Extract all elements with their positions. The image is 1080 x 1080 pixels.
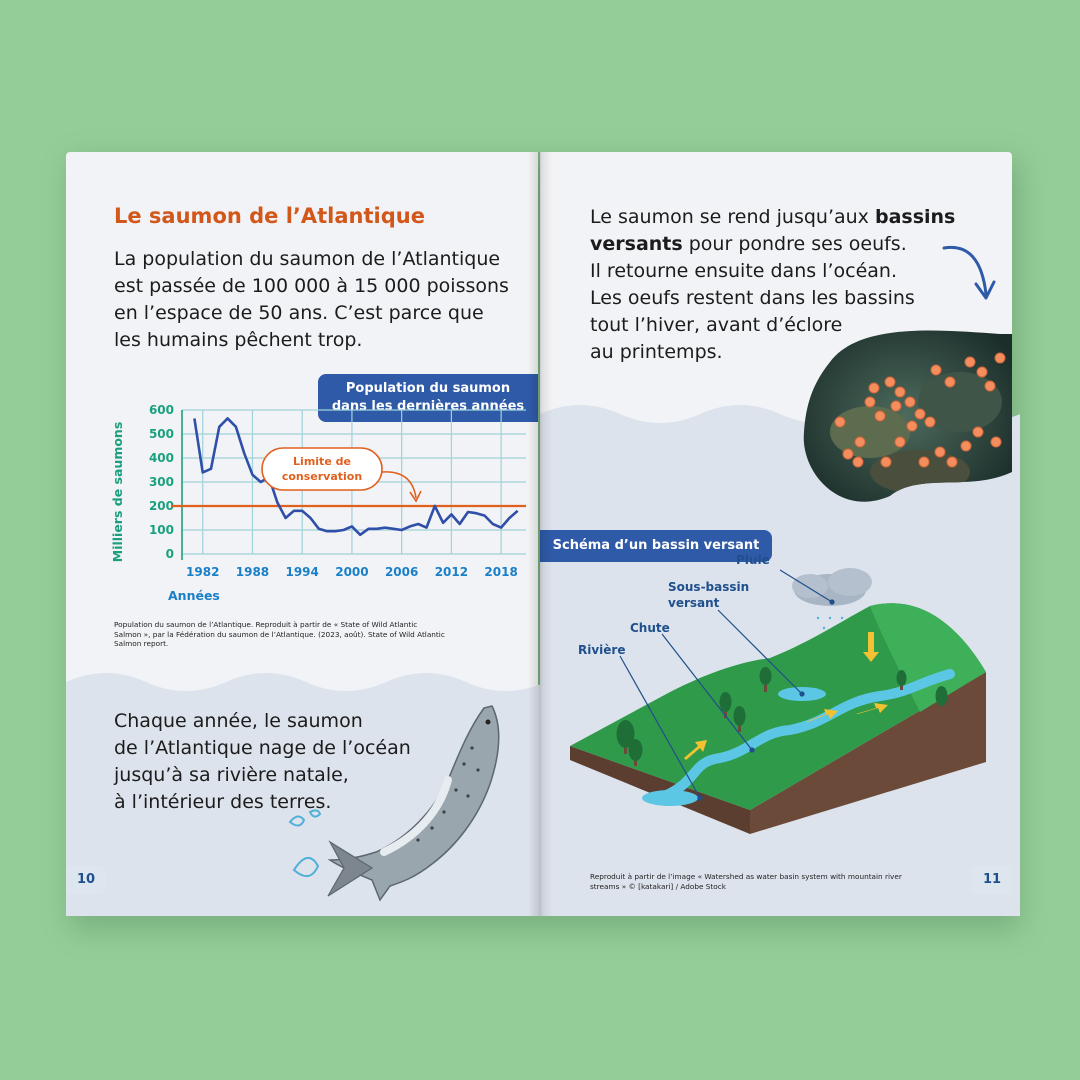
rain-label: Pluie xyxy=(736,553,770,567)
open-booklet xyxy=(66,152,1012,918)
x-tick-label: 2006 xyxy=(384,565,419,579)
migration-line: de l’Atlantique nage de l’océan xyxy=(114,737,411,759)
population-line-chart xyxy=(96,398,536,608)
sub-basin-label-line: versant xyxy=(668,596,720,610)
river-label: Rivière xyxy=(578,643,626,657)
salmon-eye xyxy=(486,720,491,725)
threshold-annotation xyxy=(262,448,421,501)
river-mouth xyxy=(642,790,698,806)
watershed-line: Le saumon se rend jusqu’aux bassins xyxy=(590,206,956,228)
threshold-label-line: Limite de xyxy=(293,455,351,468)
caption-line: Salmon », par la Fédération du saumon de l’Atlantique. (2023, août). State of Wild Atlantic xyxy=(114,629,445,639)
book-spine-shadow xyxy=(528,152,552,916)
watershed-line: au printemps. xyxy=(590,341,723,363)
intro-line: La population du saumon de l’Atlantique xyxy=(114,248,501,270)
chart-source-caption xyxy=(114,620,445,649)
salmon-illustration xyxy=(272,700,502,910)
intro-line: les humains pêchent trop. xyxy=(114,329,363,351)
x-tick-label: 2000 xyxy=(335,565,369,579)
caption-line: Population du saumon de l’Atlantique. Reproduit à partir de « State of Wild Atlantic xyxy=(114,620,418,629)
caption-line: Salmon report. xyxy=(114,639,169,648)
caption-line: streams » © [katakari] / Adobe Stock xyxy=(590,881,726,891)
page-title: Le saumon de l’Atlantique xyxy=(114,204,425,228)
migration-line: à l’intérieur des terres. xyxy=(114,791,332,813)
x-tick-label: 2018 xyxy=(484,565,518,579)
caption-line: Reproduit à partir de l’image « Watershed as water basin system with mountain river xyxy=(590,872,902,881)
y-tick-label: 300 xyxy=(148,475,174,489)
watershed-line: Les oeufs restent dans les bassins xyxy=(590,287,915,309)
left-page xyxy=(66,152,538,916)
water-splash-icon xyxy=(290,810,320,876)
diagram-title-tag: Schéma d’un bassin versant xyxy=(540,530,772,562)
x-tick-label: 1988 xyxy=(235,565,270,579)
threshold-label-line: conservation xyxy=(281,470,363,483)
salmon-tail xyxy=(328,842,372,896)
y-tick-label: 500 xyxy=(148,427,174,441)
migration-line: Chaque année, le saumon xyxy=(114,710,363,732)
y-tick-label: 200 xyxy=(148,499,174,513)
chart-title-line: Population du saumon xyxy=(345,381,511,396)
x-tick-label: 1982 xyxy=(186,565,220,579)
watershed-line: Il retourne ensuite dans l’océan. xyxy=(590,260,897,282)
y-tick-label: 600 xyxy=(148,403,174,417)
watershed-line: tout l’hiver, avant d’éclore xyxy=(590,314,843,336)
x-tick-label: 2012 xyxy=(434,565,469,579)
intro-line: est passée de 100 000 à 15 000 poissons xyxy=(114,275,509,297)
watershed-diagram xyxy=(540,553,1012,862)
right-page xyxy=(540,152,1012,916)
migration-line: jusqu’à sa rivière natale, xyxy=(114,764,349,786)
x-axis-label: Années xyxy=(168,588,220,603)
y-tick-label: 0 xyxy=(165,547,174,561)
page-number-left: 10 xyxy=(66,866,106,894)
waterfall-label: Chute xyxy=(630,621,670,635)
y-tick-label: 400 xyxy=(148,451,174,465)
y-tick-label: 100 xyxy=(148,523,174,537)
sub-basin-label-line: Sous-bassin xyxy=(668,580,750,594)
salmon-eggs-photo xyxy=(800,322,1012,508)
watershed-line: versants pour pondre ses oeufs. xyxy=(590,233,907,255)
x-tick-label: 1994 xyxy=(285,565,319,579)
curved-arrow-icon xyxy=(940,238,1000,308)
page-number-right: 11 xyxy=(972,866,1012,894)
y-axis-label: Milliers de saumons xyxy=(110,421,125,563)
intro-line: en l’espace de 50 ans. C’est parce que xyxy=(114,302,484,324)
intro-paragraph xyxy=(114,246,509,354)
diagram-source-caption xyxy=(590,872,902,891)
chart-title-line: dans les dernières années xyxy=(331,399,525,414)
